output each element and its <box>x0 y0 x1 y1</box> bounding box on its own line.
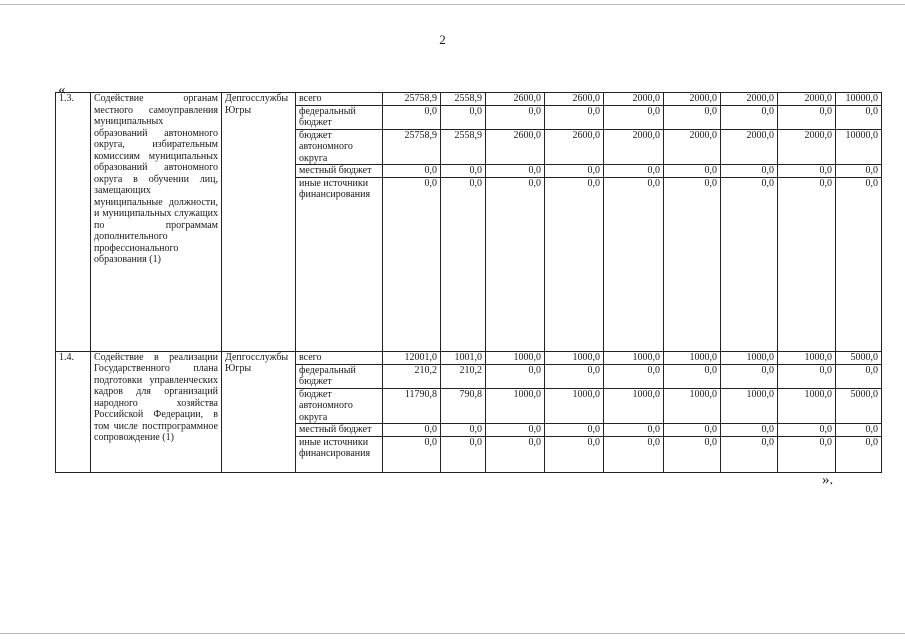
amount-cell: 1000,0 <box>604 351 664 364</box>
amount-cell: 11790,8 <box>383 388 441 424</box>
amount-cell: 0,0 <box>721 177 778 351</box>
amount-cell: 2000,0 <box>721 93 778 106</box>
amount-cell: 2600,0 <box>545 129 604 165</box>
amount-cell: 0,0 <box>836 165 882 178</box>
scan-edge-top <box>0 4 905 5</box>
amount-cell: 0,0 <box>545 424 604 437</box>
amount-cell: 2600,0 <box>545 93 604 106</box>
financing-table <box>55 92 882 473</box>
amount-cell: 0,0 <box>604 424 664 437</box>
funding-source-label: всего <box>296 351 383 364</box>
funding-source-label: бюджет автономного округа <box>296 129 383 165</box>
amount-cell: 0,0 <box>486 165 545 178</box>
amount-cell: 0,0 <box>486 436 545 472</box>
amount-cell: 0,0 <box>545 105 604 129</box>
table-row <box>56 93 882 106</box>
amount-cell: 0,0 <box>836 424 882 437</box>
amount-cell: 0,0 <box>486 177 545 351</box>
amount-cell: 0,0 <box>604 165 664 178</box>
activity-description: Содействие органам местного самоуправления муниципальных образований автономного округа, избирательным комиссиям муниципальных образований автономного округа в обучении лиц, замещающих муниципальные должности, и муниципальных служащих по программам дополнительного профессионального образования (1) <box>91 93 222 352</box>
amount-cell: 2000,0 <box>778 129 836 165</box>
funding-source-label: местный бюджет <box>296 165 383 178</box>
amount-cell: 0,0 <box>545 364 604 388</box>
amount-cell: 0,0 <box>721 424 778 437</box>
amount-cell: 1000,0 <box>778 388 836 424</box>
amount-cell: 5000,0 <box>836 388 882 424</box>
amount-cell: 0,0 <box>604 177 664 351</box>
amount-cell: 2558,9 <box>441 93 486 106</box>
amount-cell: 0,0 <box>721 364 778 388</box>
closing-quote: ». <box>822 472 834 488</box>
executor-cell: Депгосслужбы Югры <box>222 351 296 472</box>
amount-cell: 790,8 <box>441 388 486 424</box>
amount-cell: 2600,0 <box>486 93 545 106</box>
amount-cell: 0,0 <box>604 364 664 388</box>
amount-cell: 0,0 <box>778 165 836 178</box>
opening-quote: « <box>58 82 66 98</box>
funding-source-label: всего <box>296 93 383 106</box>
amount-cell: 0,0 <box>383 424 441 437</box>
amount-cell: 0,0 <box>604 105 664 129</box>
amount-cell: 1000,0 <box>486 351 545 364</box>
row-index: 1.4. <box>56 351 91 472</box>
amount-cell: 0,0 <box>664 364 721 388</box>
amount-cell: 0,0 <box>441 424 486 437</box>
amount-cell: 0,0 <box>778 177 836 351</box>
row-index: 1.3. <box>56 93 91 352</box>
amount-cell: 2000,0 <box>721 129 778 165</box>
funding-source-label: бюджет автономного округа <box>296 388 383 424</box>
amount-cell: 2000,0 <box>664 93 721 106</box>
funding-source-label: местный бюджет <box>296 424 383 437</box>
amount-cell: 0,0 <box>604 436 664 472</box>
amount-cell: 1000,0 <box>721 388 778 424</box>
amount-cell: 210,2 <box>383 364 441 388</box>
amount-cell: 0,0 <box>383 165 441 178</box>
amount-cell: 0,0 <box>545 177 604 351</box>
amount-cell: 0,0 <box>664 165 721 178</box>
amount-cell: 10000,0 <box>836 93 882 106</box>
amount-cell: 0,0 <box>441 436 486 472</box>
amount-cell: 2600,0 <box>486 129 545 165</box>
amount-cell: 25758,9 <box>383 93 441 106</box>
executor-cell: Депгосслужбы Югры <box>222 93 296 352</box>
amount-cell: 12001,0 <box>383 351 441 364</box>
amount-cell: 2000,0 <box>604 129 664 165</box>
amount-cell: 2558,9 <box>441 129 486 165</box>
amount-cell: 0,0 <box>664 177 721 351</box>
amount-cell: 1000,0 <box>545 388 604 424</box>
amount-cell: 0,0 <box>383 105 441 129</box>
amount-cell: 0,0 <box>836 436 882 472</box>
amount-cell: 1000,0 <box>664 388 721 424</box>
amount-cell: 0,0 <box>721 105 778 129</box>
amount-cell: 1000,0 <box>664 351 721 364</box>
amount-cell: 10000,0 <box>836 129 882 165</box>
funding-source-label: федеральный бюджет <box>296 105 383 129</box>
amount-cell: 1000,0 <box>604 388 664 424</box>
amount-cell: 0,0 <box>664 105 721 129</box>
amount-cell: 0,0 <box>778 364 836 388</box>
amount-cell: 1000,0 <box>721 351 778 364</box>
amount-cell: 2000,0 <box>664 129 721 165</box>
funding-source-label: федеральный бюджет <box>296 364 383 388</box>
amount-cell: 0,0 <box>778 105 836 129</box>
amount-cell: 0,0 <box>664 424 721 437</box>
amount-cell: 0,0 <box>836 177 882 351</box>
amount-cell: 0,0 <box>486 364 545 388</box>
amount-cell: 1000,0 <box>486 388 545 424</box>
amount-cell: 0,0 <box>383 436 441 472</box>
amount-cell: 0,0 <box>836 364 882 388</box>
amount-cell: 2000,0 <box>604 93 664 106</box>
activity-description: Содействие в реализации Государственного плана подготовки управленческих кадров для организаций народного хозяйства Российской Федерации, в том числе постпрограммное сопровождение (1) <box>91 351 222 472</box>
amount-cell: 0,0 <box>778 424 836 437</box>
page-number: 2 <box>439 32 446 47</box>
amount-cell: 0,0 <box>545 165 604 178</box>
amount-cell: 1001,0 <box>441 351 486 364</box>
amount-cell: 0,0 <box>486 424 545 437</box>
amount-cell: 0,0 <box>383 177 441 351</box>
funding-source-label: иные источники финансирования <box>296 177 383 351</box>
scan-edge-bottom <box>0 633 905 634</box>
amount-cell: 210,2 <box>441 364 486 388</box>
table-body <box>56 93 882 473</box>
amount-cell: 2000,0 <box>778 93 836 106</box>
amount-cell: 5000,0 <box>836 351 882 364</box>
amount-cell: 0,0 <box>441 165 486 178</box>
funding-source-label: иные источники финансирования <box>296 436 383 472</box>
amount-cell: 0,0 <box>441 105 486 129</box>
amount-cell: 1000,0 <box>545 351 604 364</box>
amount-cell: 0,0 <box>664 436 721 472</box>
amount-cell: 0,0 <box>721 436 778 472</box>
amount-cell: 0,0 <box>721 165 778 178</box>
amount-cell: 0,0 <box>545 436 604 472</box>
amount-cell: 25758,9 <box>383 129 441 165</box>
amount-cell: 1000,0 <box>778 351 836 364</box>
amount-cell: 0,0 <box>778 436 836 472</box>
table-row <box>56 351 882 364</box>
amount-cell: 0,0 <box>486 105 545 129</box>
amount-cell: 0,0 <box>836 105 882 129</box>
amount-cell: 0,0 <box>441 177 486 351</box>
